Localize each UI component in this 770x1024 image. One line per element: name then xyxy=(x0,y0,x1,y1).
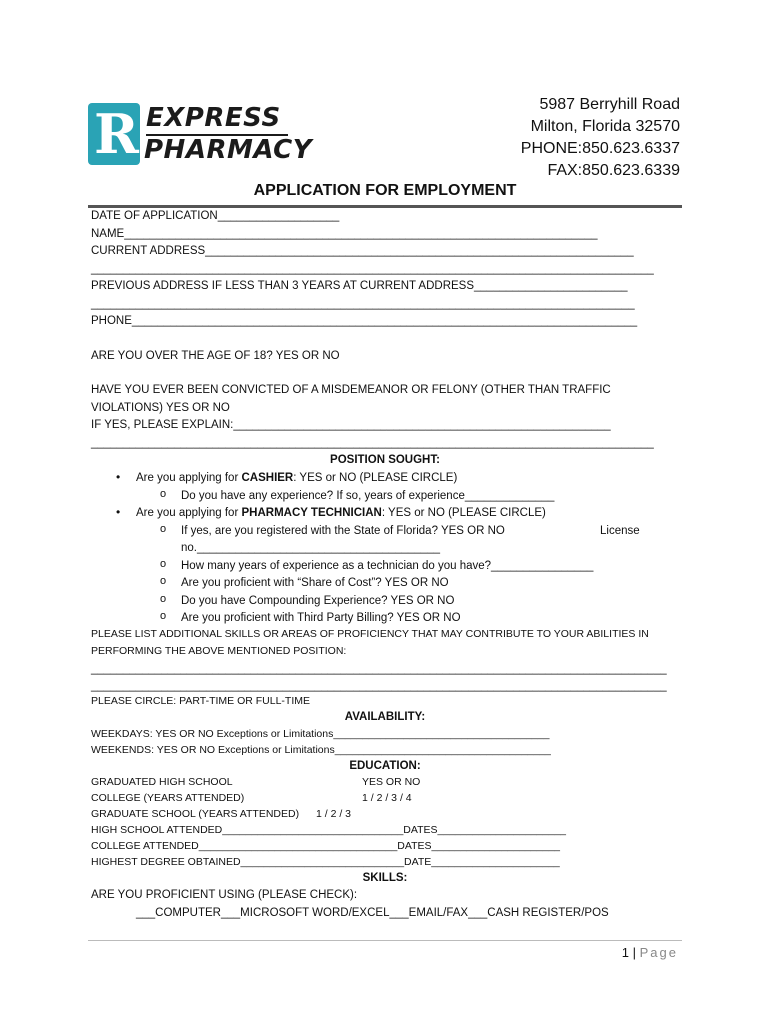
bullet-icon: • xyxy=(116,505,121,519)
additional-skills-prompt: PLEASE LIST ADDITIONAL SKILLS OR AREAS OF PROFICIENCY THAT MAY CONTRIBUTE TO YOUR ABILITIES IN xyxy=(91,628,649,640)
sub-bullet-icon: o xyxy=(160,593,167,605)
tech-bold: PHARMACY TECHNICIAN xyxy=(241,507,382,519)
third-party-billing-question: Are you proficient with Third Party Billing? YES OR NO xyxy=(181,612,461,624)
technician-question xyxy=(136,506,546,520)
previous-address-line2[interactable]: _____________________________________________________________________________________ xyxy=(91,298,635,310)
sub-bullet-icon: o xyxy=(160,488,167,500)
sub-bullet-icon: o xyxy=(160,575,167,587)
graduate-school-value: 1 / 2 / 3 xyxy=(316,808,352,820)
conviction-question: HAVE YOU EVER BEEN CONVICTED OF A MISDEMEANOR OR FELONY (OTHER THAN TRAFFIC xyxy=(91,384,611,396)
skills-heading: SKILLS: xyxy=(362,872,408,884)
explain-field[interactable]: IF YES, PLEASE EXPLAIN:___________________________________________________________ xyxy=(91,419,611,431)
tech-pre: Are you applying for xyxy=(136,507,242,519)
page-number xyxy=(622,945,678,960)
express-pharmacy-logo xyxy=(88,102,313,167)
position-sought-heading: POSITION SOUGHT: xyxy=(330,454,440,466)
additional-skills-line1[interactable]: __________________________________________________________________________________________ xyxy=(91,663,667,675)
company-address xyxy=(521,94,680,182)
share-of-cost-question: Are you proficient with “Share of Cost”? YES OR NO xyxy=(181,577,449,589)
tech-post: : YES or NO (PLEASE CIRCLE) xyxy=(381,507,546,519)
title-rule xyxy=(88,205,682,208)
cashier-post: : YES or NO (PLEASE CIRCLE) xyxy=(293,472,458,484)
address-fax: FAX:850.623.6339 xyxy=(547,162,680,179)
availability-heading: AVAILABILITY: xyxy=(344,711,426,723)
tech-license-label: License xyxy=(600,525,640,537)
college-years-value: 1 / 2 / 3 / 4 xyxy=(362,792,412,804)
graduate-school-label: GRADUATE SCHOOL (YEARS ATTENDED) xyxy=(91,808,300,820)
current-address-field[interactable]: CURRENT ADDRESS___________________________________________________________________ xyxy=(91,245,634,257)
graduated-high-school-label: GRADUATED HIGH SCHOOL xyxy=(91,776,233,788)
logo-text-pharmacy: PHARMACY xyxy=(144,135,313,165)
page-label: Page xyxy=(639,945,678,960)
bullet-icon: • xyxy=(116,470,121,484)
cashier-experience[interactable]: Do you have any experience? If so, years of experience______________ xyxy=(181,490,555,502)
address-city: Milton, Florida 32570 xyxy=(530,118,680,135)
sub-bullet-icon: o xyxy=(160,558,167,570)
skills-question: ARE YOU PROFICIENT USING (PLEASE CHECK): xyxy=(91,889,358,901)
skills-checklist[interactable]: ___COMPUTER___MICROSOFT WORD/EXCEL___EMAIL/FAX___CASH REGISTER/POS xyxy=(136,907,609,919)
sub-bullet-icon: o xyxy=(160,610,167,622)
education-heading: EDUCATION: xyxy=(349,760,421,772)
form-title: APPLICATION FOR EMPLOYMENT xyxy=(253,182,517,199)
date-of-application-field[interactable]: DATE OF APPLICATION___________________ xyxy=(91,210,340,222)
graduated-high-school-value: YES OR NO xyxy=(362,776,421,788)
previous-address-field[interactable]: PREVIOUS ADDRESS IF LESS THAN 3 YEARS AT CURRENT ADDRESS________________________ xyxy=(91,280,628,292)
name-field[interactable]: NAME__________________________________________________________________________ xyxy=(91,228,598,240)
address-street: 5987 Berryhill Road xyxy=(539,96,680,113)
highest-degree-field[interactable]: HIGHEST DEGREE OBTAINED____________________________DATE______________________ xyxy=(91,856,560,868)
footer-rule xyxy=(88,940,682,941)
cashier-question xyxy=(136,471,457,485)
additional-skills-prompt-line2: PERFORMING THE ABOVE MENTIONED POSITION: xyxy=(91,645,347,657)
tech-years-question[interactable]: How many years of experience as a technician do you have?________________ xyxy=(181,560,594,572)
cashier-bold: CASHIER xyxy=(241,472,294,484)
logo-r-letter: R xyxy=(94,102,139,166)
sub-bullet-icon: o xyxy=(160,523,167,535)
age-question: ARE YOU OVER THE AGE OF 18? YES OR NO xyxy=(91,350,340,362)
weekends-field[interactable]: WEEKENDS: YES OR NO Exceptions or Limitations_____________________________________ xyxy=(91,744,551,756)
conviction-question-line2: VIOLATIONS) YES OR NO xyxy=(91,402,230,414)
weekdays-field[interactable]: WEEKDAYS: YES OR NO Exceptions or Limitations_____________________________________ xyxy=(91,728,550,740)
tech-license-no-field[interactable]: no.______________________________________ xyxy=(181,542,441,554)
address-phone: PHONE:850.623.6337 xyxy=(520,140,680,157)
tech-registered-question: If yes, are you registered with the State of Florida? YES OR NO xyxy=(181,525,505,537)
compounding-question: Do you have Compounding Experience? YES OR NO xyxy=(181,595,455,607)
college-years-label: COLLEGE (YEARS ATTENDED) xyxy=(91,792,245,804)
additional-skills-line2[interactable]: __________________________________________________________________________________________ xyxy=(91,680,667,692)
high-school-attended-field[interactable]: HIGH SCHOOL ATTENDED_______________________________DATES______________________ xyxy=(91,824,566,836)
page-num: 1 | xyxy=(621,945,640,960)
phone-field[interactable]: PHONE_______________________________________________________________________________ xyxy=(91,315,638,327)
current-address-line2[interactable]: ________________________________________________________________________________________ xyxy=(91,263,654,275)
cashier-pre: Are you applying for xyxy=(136,472,242,484)
college-attended-field[interactable]: COLLEGE ATTENDED__________________________________DATES______________________ xyxy=(91,840,560,852)
part-full-time-question: PLEASE CIRCLE: PART-TIME OR FULL-TIME xyxy=(91,695,310,707)
explain-line2[interactable]: ________________________________________________________________________________________ xyxy=(91,437,654,449)
logo-text-express: EXPRESS xyxy=(146,103,281,133)
